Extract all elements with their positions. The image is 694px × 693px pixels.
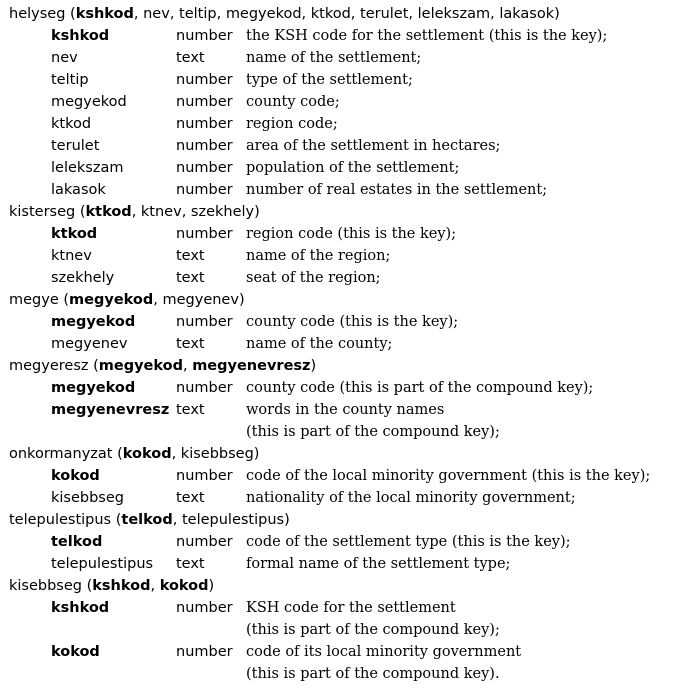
field-row bbox=[0, 245, 694, 267]
field-type: number bbox=[176, 600, 233, 616]
field-type: number bbox=[176, 314, 233, 330]
column-name: lelekszam bbox=[417, 6, 491, 22]
field-description-line: name of the county; bbox=[246, 336, 393, 352]
field-row bbox=[0, 47, 694, 69]
table-block bbox=[0, 201, 694, 289]
column-name: szekhely bbox=[190, 204, 255, 220]
column-name: telepulestipus bbox=[181, 512, 285, 528]
field-description bbox=[246, 465, 650, 487]
field-row bbox=[0, 91, 694, 113]
field-description-line: the KSH code for the settlement (this is the key); bbox=[246, 28, 608, 44]
key-field-name: megyenevresz bbox=[51, 402, 170, 418]
column-name: kisebbseg bbox=[180, 446, 254, 462]
key-field-name: ktkod bbox=[51, 226, 98, 242]
field-type: number bbox=[176, 468, 233, 484]
field-description bbox=[246, 91, 340, 113]
field-type: number bbox=[176, 226, 233, 242]
field-row bbox=[0, 25, 694, 47]
field-description-line: code of its local minority government bbox=[246, 644, 522, 660]
field-description-line: (this is part of the compound key). bbox=[246, 666, 500, 682]
field-description-line: county code (this is part of the compound key); bbox=[246, 380, 594, 396]
table-header: telepulestipus (telkod, telepulestipus) bbox=[9, 512, 290, 528]
field-row bbox=[0, 597, 694, 641]
field-description-line: formal name of the settlement type; bbox=[246, 556, 511, 572]
field-type: text bbox=[176, 50, 205, 66]
column-name: ktkod bbox=[310, 6, 351, 22]
field-description-line: region code (this is the key); bbox=[246, 226, 457, 242]
field-name: terulet bbox=[51, 138, 100, 154]
table-name: helyseg bbox=[9, 6, 66, 22]
field-description-line: name of the region; bbox=[246, 248, 391, 264]
field-description bbox=[246, 399, 500, 443]
field-row bbox=[0, 465, 694, 487]
field-type: number bbox=[176, 182, 233, 198]
field-description-line: area of the settlement in hectares; bbox=[246, 138, 501, 154]
table-block bbox=[0, 509, 694, 575]
field-description bbox=[246, 377, 593, 399]
field-row bbox=[0, 267, 694, 289]
key-column-name: kokod bbox=[122, 446, 172, 462]
key-column-name: megyekod bbox=[69, 292, 154, 308]
key-field-name: telkod bbox=[51, 534, 103, 550]
field-row bbox=[0, 157, 694, 179]
field-description-line: code of the local minority government (this is the key); bbox=[246, 468, 651, 484]
key-column-name: ktkod bbox=[85, 204, 132, 220]
field-row bbox=[0, 553, 694, 575]
key-field-name: megyekod bbox=[51, 380, 136, 396]
field-row bbox=[0, 399, 694, 443]
field-description-line: KSH code for the settlement bbox=[246, 600, 456, 616]
field-description bbox=[246, 531, 571, 553]
field-description bbox=[246, 113, 338, 135]
field-type: text bbox=[176, 248, 205, 264]
field-description-line: county code; bbox=[246, 94, 340, 110]
table-block bbox=[0, 3, 694, 201]
field-description bbox=[246, 135, 500, 157]
table-name: kisebbseg bbox=[9, 578, 82, 594]
field-type: text bbox=[176, 402, 205, 418]
field-type: number bbox=[176, 138, 233, 154]
key-field-name: megyekod bbox=[51, 314, 136, 330]
key-column-name: kshkod bbox=[92, 578, 151, 594]
field-description bbox=[246, 267, 381, 289]
field-description-line: nationality of the local minority government; bbox=[246, 490, 576, 506]
table-header: kisebbseg (kshkod, kokod) bbox=[9, 578, 215, 594]
field-description bbox=[246, 487, 576, 509]
key-column-name: telkod bbox=[121, 512, 173, 528]
field-type: number bbox=[176, 534, 233, 550]
field-name: lakasok bbox=[51, 182, 106, 198]
field-type: text bbox=[176, 556, 205, 572]
field-row bbox=[0, 311, 694, 333]
table-name: megye bbox=[9, 292, 59, 308]
table-block bbox=[0, 575, 694, 685]
table-block bbox=[0, 355, 694, 443]
table-header: megye (megyekod, megyenev) bbox=[9, 292, 245, 308]
field-name: szekhely bbox=[51, 270, 115, 286]
field-type: number bbox=[176, 116, 233, 132]
field-description bbox=[246, 553, 510, 575]
key-field-name: kshkod bbox=[51, 28, 110, 44]
field-name: ktnev bbox=[51, 248, 92, 264]
field-description-line: region code; bbox=[246, 116, 338, 132]
field-description-line: (this is part of the compound key); bbox=[246, 622, 500, 638]
field-name: teltip bbox=[51, 72, 89, 88]
table-header: helyseg (kshkod, nev, teltip, megyekod, ktkod, terulet, lelekszam, lakasok) bbox=[9, 6, 560, 22]
key-column-name: megyekod bbox=[98, 358, 183, 374]
table-name: kisterseg bbox=[9, 204, 76, 220]
field-description-line: name of the settlement; bbox=[246, 50, 422, 66]
field-row bbox=[0, 487, 694, 509]
table-name: onkormanyzat bbox=[9, 446, 113, 462]
field-type: number bbox=[176, 28, 233, 44]
column-name: megyekod bbox=[225, 6, 302, 22]
field-description-line: population of the settlement; bbox=[246, 160, 460, 176]
field-name: kisebbseg bbox=[51, 490, 124, 506]
field-description bbox=[246, 597, 500, 641]
field-row bbox=[0, 377, 694, 399]
field-description bbox=[246, 157, 459, 179]
table-header: onkormanyzat (kokod, kisebbseg) bbox=[9, 446, 260, 462]
table-header: kisterseg (ktkod, ktnev, szekhely) bbox=[9, 204, 260, 220]
field-description bbox=[246, 223, 456, 245]
field-name: megyenev bbox=[51, 336, 128, 352]
field-description-line: seat of the region; bbox=[246, 270, 381, 286]
field-row bbox=[0, 179, 694, 201]
field-type: text bbox=[176, 490, 205, 506]
field-description-line: county code (this is the key); bbox=[246, 314, 459, 330]
field-description bbox=[246, 25, 607, 47]
field-type: number bbox=[176, 72, 233, 88]
column-name: megyenev bbox=[162, 292, 239, 308]
field-type: number bbox=[176, 644, 233, 660]
field-description-line: code of the settlement type (this is the key); bbox=[246, 534, 571, 550]
key-field-name: kshkod bbox=[51, 600, 110, 616]
field-description bbox=[246, 47, 421, 69]
field-name: ktkod bbox=[51, 116, 92, 132]
field-row bbox=[0, 135, 694, 157]
table-header: megyeresz (megyekod, megyenevresz) bbox=[9, 358, 317, 374]
field-description-line: (this is part of the compound key); bbox=[246, 424, 500, 440]
field-row bbox=[0, 641, 694, 685]
field-type: number bbox=[176, 380, 233, 396]
field-description-line: words in the county names bbox=[246, 402, 445, 418]
field-row bbox=[0, 113, 694, 135]
key-field-name: kokod bbox=[51, 468, 100, 484]
field-description bbox=[246, 245, 390, 267]
field-name: megyekod bbox=[51, 94, 127, 110]
field-type: text bbox=[176, 336, 205, 352]
field-description bbox=[246, 641, 521, 685]
column-name: teltip bbox=[179, 6, 217, 22]
field-type: number bbox=[176, 160, 233, 176]
field-description bbox=[246, 311, 458, 333]
table-name: telepulestipus bbox=[9, 512, 112, 528]
key-column-name: megyenevresz bbox=[192, 358, 311, 374]
field-row bbox=[0, 223, 694, 245]
key-column-name: kshkod bbox=[75, 6, 134, 22]
table-name: megyeresz bbox=[9, 358, 89, 374]
field-name: nev bbox=[51, 50, 78, 66]
key-field-name: kokod bbox=[51, 644, 100, 660]
field-row bbox=[0, 333, 694, 355]
field-description-line: number of real estates in the settlement; bbox=[246, 182, 548, 198]
table-block bbox=[0, 443, 694, 509]
field-description bbox=[246, 69, 413, 91]
column-name: terulet bbox=[360, 6, 409, 22]
key-column-name: kokod bbox=[159, 578, 209, 594]
field-description bbox=[246, 333, 392, 355]
field-description-line: type of the settlement; bbox=[246, 72, 413, 88]
column-name: nev bbox=[143, 6, 170, 22]
field-row bbox=[0, 69, 694, 91]
field-name: lelekszam bbox=[51, 160, 124, 176]
field-row bbox=[0, 531, 694, 553]
field-name: telepulestipus bbox=[51, 556, 154, 572]
field-type: number bbox=[176, 94, 233, 110]
column-name: lakasok bbox=[499, 6, 555, 22]
table-block bbox=[0, 289, 694, 355]
column-name: ktnev bbox=[140, 204, 182, 220]
field-description bbox=[246, 179, 547, 201]
field-type: text bbox=[176, 270, 205, 286]
